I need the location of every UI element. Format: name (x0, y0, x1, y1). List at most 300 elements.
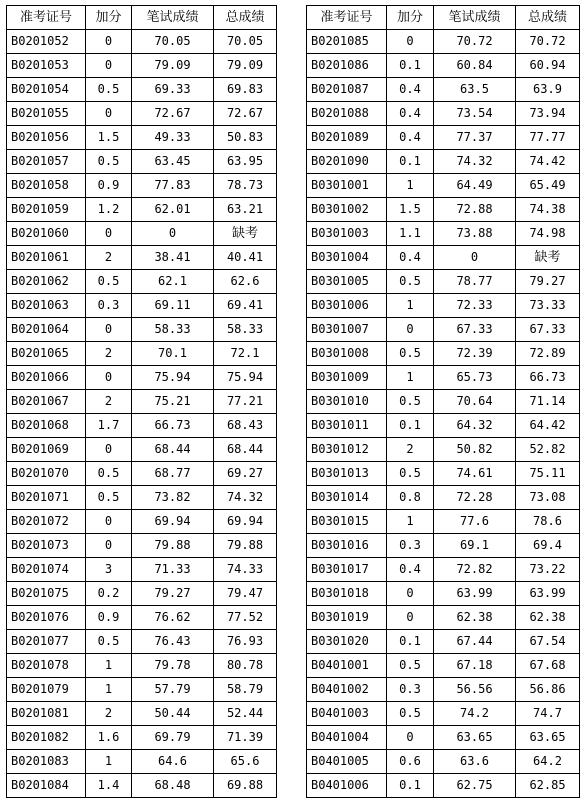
cell-exam-id: B0301010 (307, 390, 387, 414)
cell-total-score: 73.33 (516, 294, 580, 318)
table-row (7, 510, 277, 534)
cell-bonus: 0 (86, 366, 132, 390)
cell-written-score: 69.1 (434, 534, 516, 558)
table-row (7, 270, 277, 294)
cell-total-score: 70.05 (214, 30, 277, 54)
cell-exam-id: B0401005 (307, 750, 387, 774)
cell-total-score: 69.83 (214, 78, 277, 102)
cell-exam-id: B0201081 (7, 702, 86, 726)
cell-exam-id: B0301016 (307, 534, 387, 558)
cell-written-score: 69.79 (132, 726, 214, 750)
table-row (307, 150, 580, 174)
cell-written-score: 74.61 (434, 462, 516, 486)
table-row (7, 54, 277, 78)
cell-bonus: 0 (387, 582, 434, 606)
cell-total-score: 40.41 (214, 246, 277, 270)
cell-bonus: 0 (86, 54, 132, 78)
cell-exam-id: B0201079 (7, 678, 86, 702)
cell-exam-id: B0201076 (7, 606, 86, 630)
cell-written-score: 69.33 (132, 78, 214, 102)
cell-exam-id: B0201072 (7, 510, 86, 534)
cell-written-score: 79.88 (132, 534, 214, 558)
cell-exam-id: B0301002 (307, 198, 387, 222)
cell-written-score: 72.82 (434, 558, 516, 582)
table-row (307, 222, 580, 246)
header-bonus: 加分 (86, 6, 132, 30)
cell-total-score: 74.38 (516, 198, 580, 222)
header-exam-id: 准考证号 (7, 6, 86, 30)
cell-bonus: 0 (86, 30, 132, 54)
cell-total-score: 73.94 (516, 102, 580, 126)
cell-total-score: 69.27 (214, 462, 277, 486)
cell-written-score: 49.33 (132, 126, 214, 150)
cell-written-score: 79.09 (132, 54, 214, 78)
cell-total-score: 63.95 (214, 150, 277, 174)
cell-total-score: 73.08 (516, 486, 580, 510)
cell-written-score: 71.33 (132, 558, 214, 582)
table-row (307, 534, 580, 558)
cell-exam-id: B0201064 (7, 318, 86, 342)
cell-exam-id: B0201090 (307, 150, 387, 174)
table-row (7, 774, 277, 798)
cell-bonus: 0.1 (387, 774, 434, 798)
cell-written-score: 64.32 (434, 414, 516, 438)
table-row (7, 414, 277, 438)
table-row (7, 462, 277, 486)
cell-exam-id: B0201077 (7, 630, 86, 654)
table-row (7, 78, 277, 102)
cell-bonus: 0.5 (387, 702, 434, 726)
cell-exam-id: B0301012 (307, 438, 387, 462)
cell-written-score: 50.44 (132, 702, 214, 726)
cell-exam-id: B0201058 (7, 174, 86, 198)
cell-exam-id: B0201083 (7, 750, 86, 774)
cell-total-score: 69.94 (214, 510, 277, 534)
cell-written-score: 75.21 (132, 390, 214, 414)
cell-bonus: 0 (86, 102, 132, 126)
header-row (307, 6, 580, 30)
cell-written-score: 68.77 (132, 462, 214, 486)
table-row (307, 126, 580, 150)
cell-bonus: 0.5 (387, 654, 434, 678)
table-row (7, 702, 277, 726)
table-row (7, 438, 277, 462)
table-row (7, 750, 277, 774)
cell-total-score: 67.68 (516, 654, 580, 678)
cell-total-score: 79.88 (214, 534, 277, 558)
cell-total-score: 63.9 (516, 78, 580, 102)
cell-written-score: 63.99 (434, 582, 516, 606)
cell-exam-id: B0301013 (307, 462, 387, 486)
cell-bonus: 1 (387, 510, 434, 534)
table-row (307, 678, 580, 702)
cell-bonus: 0.4 (387, 126, 434, 150)
cell-bonus: 3 (86, 558, 132, 582)
cell-bonus: 0.6 (387, 750, 434, 774)
cell-exam-id: B0301007 (307, 318, 387, 342)
cell-written-score: 79.78 (132, 654, 214, 678)
cell-total-score: 63.99 (516, 582, 580, 606)
cell-bonus: 2 (86, 702, 132, 726)
cell-written-score: 72.39 (434, 342, 516, 366)
cell-written-score: 77.83 (132, 174, 214, 198)
cell-total-score: 63.65 (516, 726, 580, 750)
table-row (7, 102, 277, 126)
cell-bonus: 0 (387, 606, 434, 630)
cell-total-score: 69.41 (214, 294, 277, 318)
cell-exam-id: B0301019 (307, 606, 387, 630)
table-row (307, 246, 580, 270)
cell-total-score: 75.94 (214, 366, 277, 390)
cell-written-score: 57.79 (132, 678, 214, 702)
cell-exam-id: B0201089 (307, 126, 387, 150)
cell-total-score: 73.22 (516, 558, 580, 582)
cell-written-score: 69.94 (132, 510, 214, 534)
table-row (7, 126, 277, 150)
cell-exam-id: B0201057 (7, 150, 86, 174)
table-row (307, 174, 580, 198)
table-body-right (307, 30, 580, 798)
cell-written-score: 73.88 (434, 222, 516, 246)
cell-total-score: 62.6 (214, 270, 277, 294)
cell-bonus: 0.5 (387, 390, 434, 414)
cell-total-score: 缺考 (516, 246, 580, 270)
cell-exam-id: B0201068 (7, 414, 86, 438)
cell-total-score: 71.14 (516, 390, 580, 414)
cell-bonus: 1 (86, 750, 132, 774)
cell-bonus: 0.5 (86, 78, 132, 102)
cell-total-score: 74.42 (516, 150, 580, 174)
cell-bonus: 0.5 (387, 270, 434, 294)
cell-written-score: 73.82 (132, 486, 214, 510)
cell-written-score: 58.33 (132, 318, 214, 342)
cell-bonus: 0.1 (387, 54, 434, 78)
cell-written-score: 73.54 (434, 102, 516, 126)
cell-written-score: 62.75 (434, 774, 516, 798)
cell-written-score: 63.45 (132, 150, 214, 174)
cell-total-score: 75.11 (516, 462, 580, 486)
table-row (7, 246, 277, 270)
cell-exam-id: B0201062 (7, 270, 86, 294)
cell-bonus: 1 (387, 366, 434, 390)
cell-bonus: 1 (387, 174, 434, 198)
table-row (307, 558, 580, 582)
cell-written-score: 74.2 (434, 702, 516, 726)
cell-total-score: 76.93 (214, 630, 277, 654)
table-row (7, 294, 277, 318)
cell-written-score: 76.43 (132, 630, 214, 654)
cell-total-score: 64.42 (516, 414, 580, 438)
cell-total-score: 68.44 (214, 438, 277, 462)
cell-bonus: 1 (86, 678, 132, 702)
cell-exam-id: B0201053 (7, 54, 86, 78)
cell-total-score: 62.85 (516, 774, 580, 798)
cell-exam-id: B0201087 (307, 78, 387, 102)
cell-exam-id: B0201067 (7, 390, 86, 414)
cell-exam-id: B0401003 (307, 702, 387, 726)
cell-bonus: 0.4 (387, 102, 434, 126)
cell-bonus: 0 (86, 222, 132, 246)
cell-total-score: 缺考 (214, 222, 277, 246)
cell-written-score: 70.05 (132, 30, 214, 54)
cell-bonus: 0.9 (86, 174, 132, 198)
table-row (7, 678, 277, 702)
table-row (307, 486, 580, 510)
table-row (307, 606, 580, 630)
cell-bonus: 0.5 (86, 270, 132, 294)
cell-written-score: 62.38 (434, 606, 516, 630)
table-row (307, 198, 580, 222)
cell-total-score: 77.52 (214, 606, 277, 630)
cell-bonus: 0.5 (86, 150, 132, 174)
cell-total-score: 72.67 (214, 102, 277, 126)
cell-total-score: 52.44 (214, 702, 277, 726)
table-row (7, 150, 277, 174)
table-row (7, 486, 277, 510)
cell-bonus: 2 (86, 342, 132, 366)
cell-bonus: 0.1 (387, 414, 434, 438)
cell-exam-id: B0201066 (7, 366, 86, 390)
cell-exam-id: B0401006 (307, 774, 387, 798)
cell-total-score: 65.6 (214, 750, 277, 774)
cell-exam-id: B0201055 (7, 102, 86, 126)
cell-total-score: 63.21 (214, 198, 277, 222)
cell-bonus: 0 (86, 510, 132, 534)
cell-total-score: 77.21 (214, 390, 277, 414)
cell-exam-id: B0401002 (307, 678, 387, 702)
cell-bonus: 1.2 (86, 198, 132, 222)
cell-exam-id: B0301020 (307, 630, 387, 654)
cell-exam-id: B0201074 (7, 558, 86, 582)
table-row (7, 606, 277, 630)
cell-written-score: 67.33 (434, 318, 516, 342)
table-row (7, 342, 277, 366)
table-row (307, 654, 580, 678)
table-row (307, 582, 580, 606)
table-row (307, 774, 580, 798)
cell-bonus: 1.6 (86, 726, 132, 750)
cell-written-score: 67.18 (434, 654, 516, 678)
cell-exam-id: B0301009 (307, 366, 387, 390)
cell-total-score: 70.72 (516, 30, 580, 54)
cell-exam-id: B0301008 (307, 342, 387, 366)
cell-exam-id: B0401004 (307, 726, 387, 750)
cell-total-score: 58.33 (214, 318, 277, 342)
cell-total-score: 60.94 (516, 54, 580, 78)
cell-total-score: 74.98 (516, 222, 580, 246)
cell-exam-id: B0201069 (7, 438, 86, 462)
cell-written-score: 68.48 (132, 774, 214, 798)
cell-written-score: 63.6 (434, 750, 516, 774)
cell-bonus: 1.5 (86, 126, 132, 150)
table-row (307, 294, 580, 318)
score-table-right (306, 5, 580, 798)
cell-total-score: 77.77 (516, 126, 580, 150)
cell-written-score: 74.32 (434, 150, 516, 174)
header-exam-id: 准考证号 (307, 6, 387, 30)
cell-bonus: 0.9 (86, 606, 132, 630)
cell-exam-id: B0201073 (7, 534, 86, 558)
cell-exam-id: B0301014 (307, 486, 387, 510)
cell-total-score: 80.78 (214, 654, 277, 678)
table-row (7, 726, 277, 750)
table-row (307, 462, 580, 486)
cell-written-score: 70.64 (434, 390, 516, 414)
cell-written-score: 70.1 (132, 342, 214, 366)
cell-written-score: 60.84 (434, 54, 516, 78)
cell-bonus: 1.4 (86, 774, 132, 798)
cell-bonus: 0 (387, 318, 434, 342)
cell-written-score: 72.28 (434, 486, 516, 510)
cell-total-score: 69.4 (516, 534, 580, 558)
table-row (307, 390, 580, 414)
cell-total-score: 67.33 (516, 318, 580, 342)
cell-exam-id: B0201054 (7, 78, 86, 102)
cell-bonus: 1 (387, 294, 434, 318)
cell-exam-id: B0301005 (307, 270, 387, 294)
cell-written-score: 56.56 (434, 678, 516, 702)
cell-bonus: 0 (387, 726, 434, 750)
cell-bonus: 2 (387, 438, 434, 462)
cell-exam-id: B0201065 (7, 342, 86, 366)
table-row (307, 78, 580, 102)
header-total-score: 总成绩 (516, 6, 580, 30)
cell-bonus: 0.5 (86, 630, 132, 654)
cell-total-score: 52.82 (516, 438, 580, 462)
cell-written-score: 38.41 (132, 246, 214, 270)
cell-exam-id: B0401001 (307, 654, 387, 678)
cell-written-score: 75.94 (132, 366, 214, 390)
cell-bonus: 0.1 (387, 630, 434, 654)
cell-written-score: 0 (132, 222, 214, 246)
cell-bonus: 0.3 (387, 534, 434, 558)
cell-total-score: 68.43 (214, 414, 277, 438)
cell-written-score: 63.65 (434, 726, 516, 750)
cell-bonus: 0.5 (387, 342, 434, 366)
cell-exam-id: B0201056 (7, 126, 86, 150)
cell-bonus: 0.4 (387, 246, 434, 270)
cell-bonus: 0.5 (86, 462, 132, 486)
cell-exam-id: B0301003 (307, 222, 387, 246)
cell-bonus: 2 (86, 390, 132, 414)
table-row (307, 630, 580, 654)
table-row (307, 102, 580, 126)
cell-exam-id: B0301018 (307, 582, 387, 606)
cell-total-score: 50.83 (214, 126, 277, 150)
table-row (7, 174, 277, 198)
table-row (7, 318, 277, 342)
table-row (7, 222, 277, 246)
table-row (307, 54, 580, 78)
table-row (7, 558, 277, 582)
cell-bonus: 0 (86, 534, 132, 558)
cell-written-score: 77.6 (434, 510, 516, 534)
cell-exam-id: B0301011 (307, 414, 387, 438)
cell-exam-id: B0201086 (307, 54, 387, 78)
cell-total-score: 74.32 (214, 486, 277, 510)
cell-written-score: 79.27 (132, 582, 214, 606)
cell-bonus: 0.3 (387, 678, 434, 702)
cell-written-score: 72.67 (132, 102, 214, 126)
cell-total-score: 79.09 (214, 54, 277, 78)
cell-exam-id: B0201070 (7, 462, 86, 486)
table-row (307, 366, 580, 390)
cell-total-score: 56.86 (516, 678, 580, 702)
cell-bonus: 1 (86, 654, 132, 678)
cell-written-score: 0 (434, 246, 516, 270)
cell-exam-id: B0201063 (7, 294, 86, 318)
table-row (7, 630, 277, 654)
cell-total-score: 64.2 (516, 750, 580, 774)
cell-bonus: 0.4 (387, 558, 434, 582)
cell-written-score: 64.49 (434, 174, 516, 198)
cell-written-score: 62.01 (132, 198, 214, 222)
cell-exam-id: B0301001 (307, 174, 387, 198)
cell-bonus: 0.5 (86, 486, 132, 510)
cell-bonus: 0.4 (387, 78, 434, 102)
table-body-left (7, 30, 277, 798)
cell-total-score: 69.88 (214, 774, 277, 798)
table-row (307, 726, 580, 750)
cell-exam-id: B0301004 (307, 246, 387, 270)
cell-written-score: 64.6 (132, 750, 214, 774)
cell-total-score: 78.73 (214, 174, 277, 198)
cell-bonus: 0.5 (387, 462, 434, 486)
cell-bonus: 0 (86, 318, 132, 342)
cell-bonus: 0 (387, 30, 434, 54)
cell-written-score: 70.72 (434, 30, 516, 54)
cell-written-score: 69.11 (132, 294, 214, 318)
table-row (307, 318, 580, 342)
table-row (307, 270, 580, 294)
cell-total-score: 58.79 (214, 678, 277, 702)
cell-exam-id: B0201061 (7, 246, 86, 270)
table-row (307, 702, 580, 726)
header-written-score: 笔试成绩 (434, 6, 516, 30)
table-row (7, 654, 277, 678)
cell-exam-id: B0301006 (307, 294, 387, 318)
cell-written-score: 68.44 (132, 438, 214, 462)
cell-total-score: 74.7 (516, 702, 580, 726)
cell-bonus: 2 (86, 246, 132, 270)
table-row (307, 342, 580, 366)
table-row (307, 438, 580, 462)
cell-written-score: 76.62 (132, 606, 214, 630)
table-row (7, 582, 277, 606)
cell-written-score: 62.1 (132, 270, 214, 294)
cell-written-score: 72.33 (434, 294, 516, 318)
cell-exam-id: B0201052 (7, 30, 86, 54)
cell-written-score: 50.82 (434, 438, 516, 462)
cell-exam-id: B0201084 (7, 774, 86, 798)
cell-total-score: 71.39 (214, 726, 277, 750)
score-table-left (6, 5, 277, 798)
table-row (307, 510, 580, 534)
cell-bonus: 0.1 (387, 150, 434, 174)
table-row (7, 534, 277, 558)
cell-bonus: 1.5 (387, 198, 434, 222)
cell-written-score: 63.5 (434, 78, 516, 102)
cell-total-score: 74.33 (214, 558, 277, 582)
cell-total-score: 72.1 (214, 342, 277, 366)
cell-written-score: 65.73 (434, 366, 516, 390)
cell-exam-id: B0201078 (7, 654, 86, 678)
table-row (307, 750, 580, 774)
header-total-score: 总成绩 (214, 6, 277, 30)
cell-total-score: 72.89 (516, 342, 580, 366)
cell-bonus: 0.2 (86, 582, 132, 606)
cell-written-score: 77.37 (434, 126, 516, 150)
